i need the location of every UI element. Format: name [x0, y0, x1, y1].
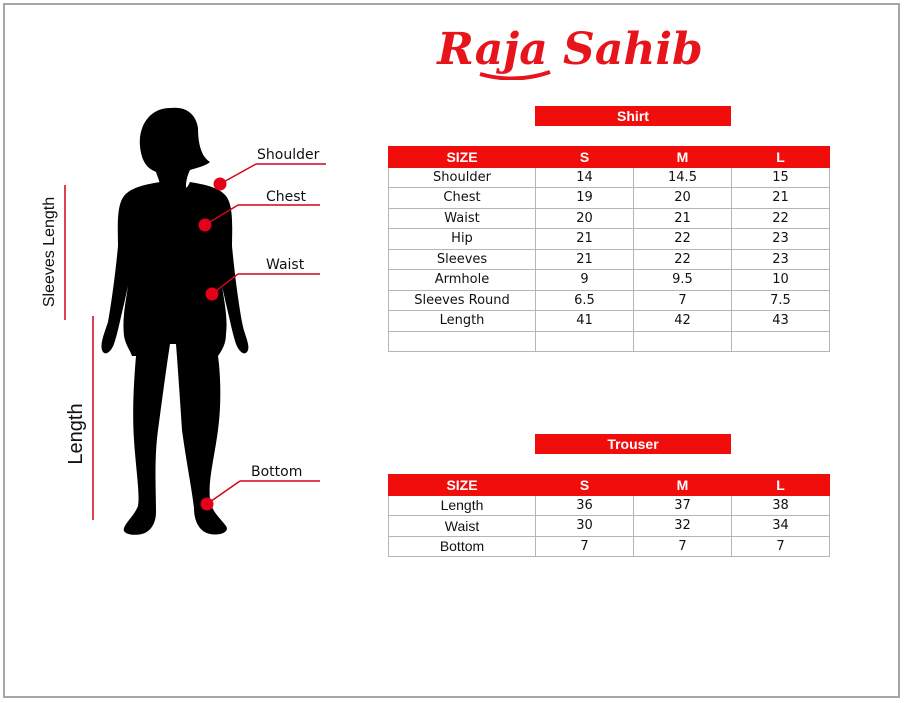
shoulder-callout: [214, 147, 327, 191]
trouser-size-table: [388, 474, 830, 557]
measurement-name: Sleeves Round: [389, 290, 536, 311]
size-m-value: [634, 331, 732, 352]
trouser-header-row: [389, 475, 830, 496]
size-m-value: 37: [634, 495, 732, 516]
size-s-value: 21: [536, 249, 634, 270]
chest-label: Chest: [266, 189, 307, 205]
brand-name: Raja Sahib: [437, 24, 703, 75]
size-m-value: 42: [634, 311, 732, 332]
waist-marker: [206, 288, 219, 301]
size-m-value: 22: [634, 229, 732, 250]
size-l-value: 7.5: [732, 290, 830, 311]
size-l-value: [732, 331, 830, 352]
measurement-name: Length: [389, 495, 536, 516]
woman-silhouette: [101, 108, 248, 535]
table-row: [389, 536, 830, 557]
size-s-value: 20: [536, 208, 634, 229]
bottom-marker: [201, 498, 214, 511]
size-m-value: 14.5: [634, 167, 732, 188]
size-s-value: 9: [536, 270, 634, 291]
size-l-value: 23: [732, 249, 830, 270]
size-s-value: [536, 331, 634, 352]
table-row: [389, 208, 830, 229]
size-l-value: 7: [732, 536, 830, 557]
size-m-value: 7: [634, 536, 732, 557]
shirt-header-size: SIZE: [389, 147, 536, 168]
shoulder-marker: [214, 178, 227, 191]
table-row: [389, 270, 830, 291]
size-m-value: 7: [634, 290, 732, 311]
size-s-value: 19: [536, 188, 634, 209]
trouser-section-title: Trouser: [535, 434, 731, 454]
size-s-value: 30: [536, 516, 634, 537]
size-s-value: 36: [536, 495, 634, 516]
bottom-label: Bottom: [251, 464, 303, 480]
size-m-value: 32: [634, 516, 732, 537]
measurement-name: Chest: [389, 188, 536, 209]
measurement-name: Hip: [389, 229, 536, 250]
body-measurement-figure: [0, 0, 390, 560]
size-s-value: 14: [536, 167, 634, 188]
table-row: [389, 249, 830, 270]
table-row: [389, 290, 830, 311]
size-l-value: 38: [732, 495, 830, 516]
brand-logo: [420, 18, 720, 80]
size-l-value: 15: [732, 167, 830, 188]
measurement-name: Waist: [389, 516, 536, 537]
table-row: [389, 495, 830, 516]
measurement-name: [389, 331, 536, 352]
waist-label: Waist: [266, 257, 305, 273]
shirt-section-title: Shirt: [535, 106, 731, 126]
shirt-header-row: [389, 147, 830, 168]
size-s-value: 41: [536, 311, 634, 332]
trouser-header-l: L: [732, 475, 830, 496]
size-l-value: 23: [732, 229, 830, 250]
size-l-value: 21: [732, 188, 830, 209]
table-row: [389, 516, 830, 537]
bottom-callout: [201, 464, 321, 511]
trouser-header-size: SIZE: [389, 475, 536, 496]
measurement-name: Length: [389, 311, 536, 332]
size-l-value: 43: [732, 311, 830, 332]
measurement-name: Waist: [389, 208, 536, 229]
shirt-header-m: M: [634, 147, 732, 168]
size-l-value: 34: [732, 516, 830, 537]
size-s-value: 6.5: [536, 290, 634, 311]
measurement-name: Shoulder: [389, 167, 536, 188]
size-l-value: 10: [732, 270, 830, 291]
table-row: [389, 167, 830, 188]
length-label: Length: [65, 403, 87, 465]
size-m-value: 21: [634, 208, 732, 229]
table-row: [389, 311, 830, 332]
shirt-size-table: [388, 146, 830, 352]
table-row: [389, 331, 830, 352]
measurement-name: Sleeves: [389, 249, 536, 270]
trouser-header-m: M: [634, 475, 732, 496]
size-m-value: 20: [634, 188, 732, 209]
size-s-value: 21: [536, 229, 634, 250]
shoulder-label: Shoulder: [257, 147, 320, 163]
sleeves-length-label: Sleeves Length: [41, 196, 58, 308]
trouser-header-s: S: [536, 475, 634, 496]
shirt-header-s: S: [536, 147, 634, 168]
size-s-value: 7: [536, 536, 634, 557]
shirt-header-l: L: [732, 147, 830, 168]
measurement-name: Armhole: [389, 270, 536, 291]
size-m-value: 22: [634, 249, 732, 270]
chest-marker: [199, 219, 212, 232]
size-l-value: 22: [732, 208, 830, 229]
size-m-value: 9.5: [634, 270, 732, 291]
table-row: [389, 229, 830, 250]
table-row: [389, 188, 830, 209]
measurement-name: Bottom: [389, 536, 536, 557]
